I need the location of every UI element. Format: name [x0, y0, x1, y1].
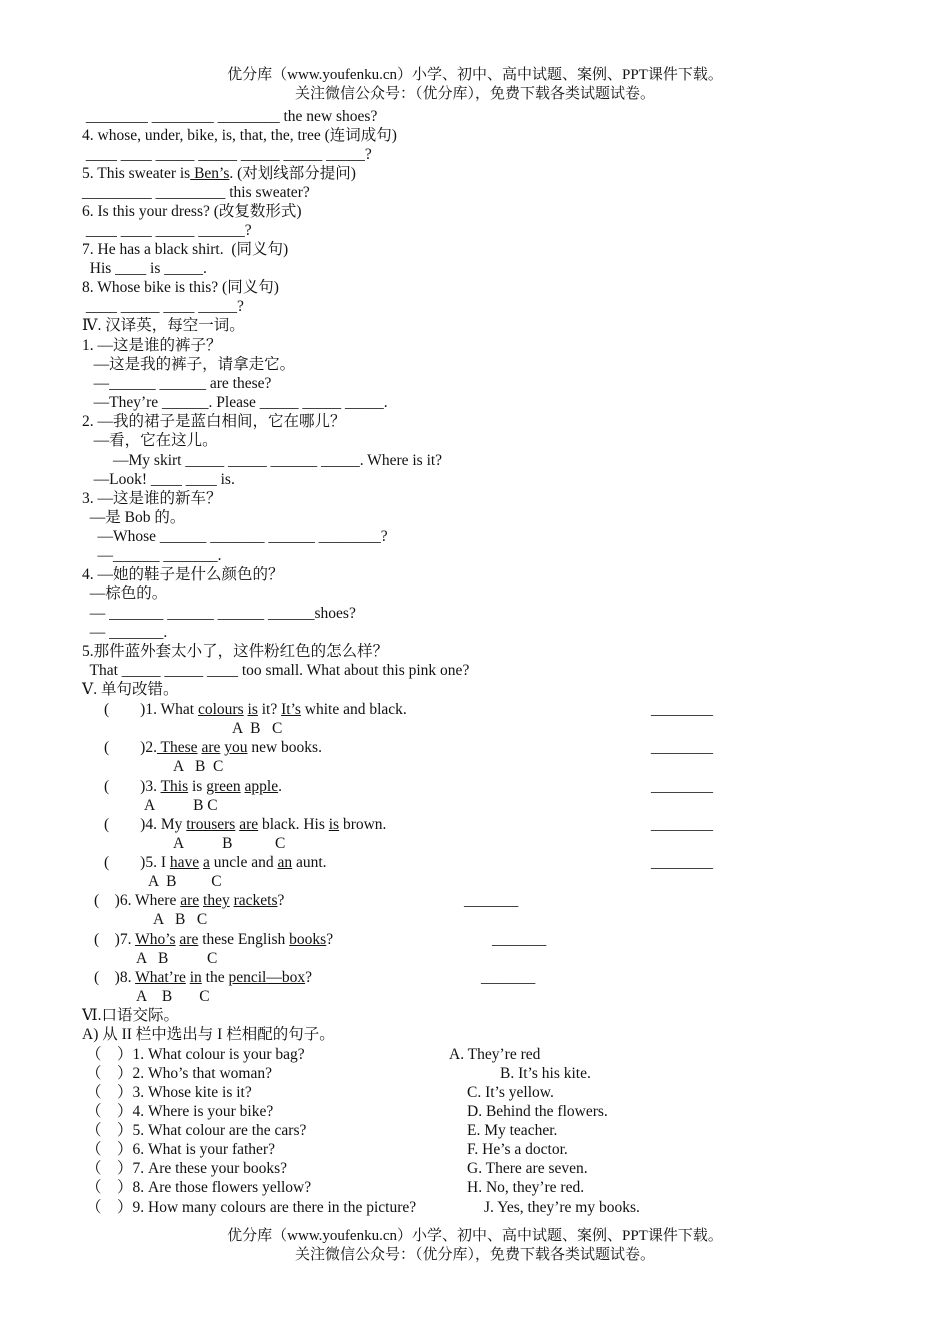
s6-title: Ⅵ.口语交际。 [82, 1007, 179, 1024]
s5-item-text: is [188, 778, 207, 795]
s5-part-a: colours [198, 701, 244, 718]
s5-part-a: trousers [186, 816, 236, 833]
s5-item-7 [94, 930, 333, 949]
s5-item-3 [104, 777, 282, 796]
s5-item-1 [104, 700, 407, 719]
s5-item-paren[interactable]: ( ) [104, 778, 146, 795]
s5-part-a: have [169, 854, 200, 871]
s5-item-letters: A B C [232, 720, 283, 737]
s5-item-text: 1. What [145, 701, 198, 718]
s5-item-2 [104, 738, 322, 757]
s5-item-4 [104, 815, 386, 834]
s5-item-paren[interactable]: ( ) [104, 854, 146, 871]
s5-item-text: the [201, 969, 229, 986]
s5-part-a: These [156, 739, 198, 756]
s4-q3-d: —______ _______. [82, 547, 222, 564]
s6-answer-option: C. It’s yellow. [467, 1084, 554, 1101]
s5-item-6 [94, 891, 284, 910]
s6-answer-option: D. Behind the flowers. [467, 1103, 608, 1120]
s5-item-text: ? [277, 892, 285, 909]
s5-part-b: in [189, 969, 202, 986]
s3-q5-underlined: Ben’s [190, 165, 230, 182]
s5-item-text: 4. My [145, 816, 187, 833]
s6-question: （ ）8. Are those flowers yellow? [86, 1179, 312, 1196]
s5-part-b: a [203, 854, 210, 871]
s6-question: （ ）5. What colour are the cars? [86, 1122, 307, 1139]
s5-item-letters: A B C [148, 873, 222, 890]
s6-question: （ ）1. What colour is your bag? [86, 1046, 305, 1063]
s4-q1-c: —______ ______ are these? [82, 375, 272, 392]
s5-part-c: books [289, 931, 327, 948]
s5-item-paren[interactable]: ( ) [94, 892, 120, 909]
header-line-2: 关注微信公众号：（优分库），免费下载各类试题试卷。 [294, 86, 655, 102]
header-line-1: 优分库（www.youfenku.cn）小学、初中、高中试题、案例、PPT课件下载。 [227, 67, 723, 83]
s5-part-b: are [179, 931, 199, 948]
s6-question: （ ）3. Whose kite is it? [86, 1084, 252, 1101]
s3-q6: 6. Is this your dress? (改复数形式) [82, 203, 302, 220]
s5-item-text: 3. [145, 778, 161, 795]
footer-line-1: 优分库（www.youfenku.cn）小学、初中、高中试题、案例、PPT课件下载。 [227, 1228, 723, 1244]
s5-item-text: black. His [258, 816, 329, 833]
s5-item-letters: A B C [173, 758, 224, 775]
s6-answer-option: B. It’s his kite. [500, 1065, 591, 1082]
s5-part-a: This [160, 778, 189, 795]
s5-item-text: 7. [119, 931, 136, 948]
s4-q5-a: 5.那件蓝外套太小了，这件粉红色的怎么样？ [82, 643, 389, 660]
s5-part-b: green [206, 778, 241, 795]
s4-q2-b: —看，它在这儿。 [82, 432, 218, 449]
s5-answer-blank[interactable]: _______ [492, 931, 547, 948]
s5-part-b: are [239, 816, 259, 833]
s6-question: （ ）4. Where is your bike? [86, 1103, 274, 1120]
s3-q8: 8. Whose bike is this? (同义句) [82, 279, 279, 296]
s5-part-c: an [277, 854, 293, 871]
s3-q6-answer: ____ ____ _____ ______? [82, 222, 252, 239]
s5-answer-blank[interactable]: _______ [481, 969, 536, 986]
s4-title: Ⅳ. 汉译英，每空一词。 [82, 317, 245, 334]
s5-item-text: these English [198, 931, 290, 948]
s5-answer-blank[interactable]: ________ [651, 816, 713, 833]
s6-question: （ ）6. What is your father? [86, 1141, 275, 1158]
s5-item-paren[interactable]: ( ) [94, 969, 120, 986]
s5-part-b: are [201, 739, 221, 756]
s5-item-text: it? [257, 701, 282, 718]
s5-item-text: uncle and [209, 854, 278, 871]
s5-title: Ⅴ. 单句改错。 [82, 681, 179, 698]
s5-item-text: ? [326, 931, 334, 948]
s4-q5-b: That _____ _____ ____ too small. What about this pink one? [82, 662, 470, 679]
s5-item-paren[interactable]: ( ) [104, 701, 146, 718]
s4-q4-a: 4. —她的鞋子是什么颜色的？ [82, 566, 284, 583]
s4-q1-b: —这是我的裤子，请拿走它。 [82, 356, 296, 373]
s3-q8-answer: ____ _____ ____ _____? [82, 298, 244, 315]
s5-item-letters: A B C [153, 911, 208, 928]
s6-question: （ ）7. Are these your books? [86, 1160, 288, 1177]
s6-answer-option: E. My teacher. [467, 1122, 558, 1139]
s5-item-text: brown. [339, 816, 387, 833]
s4-q4-d: — _______. [82, 624, 168, 641]
s4-q2-a: 2. —我的裙子是蓝白相间，它在哪儿？ [82, 413, 346, 430]
s6-answer-option: J. Yes, they’re my books. [484, 1199, 640, 1216]
s5-item-5 [104, 853, 327, 872]
s3-q5-post: . (对划线部分提问) [229, 165, 356, 182]
s5-part-a: What’re [135, 969, 186, 986]
s6-answer-option: G. There are seven. [467, 1160, 588, 1177]
s5-item-text: 6. Where [119, 892, 181, 909]
s5-answer-blank[interactable]: ________ [651, 739, 713, 756]
s5-part-a: Who’s [135, 931, 176, 948]
footer-line-2: 关注微信公众号：（优分库），免费下载各类试题试卷。 [294, 1247, 655, 1263]
s5-item-text: new books. [247, 739, 322, 756]
s5-item-text: 8. [119, 969, 136, 986]
s3-q5 [82, 164, 356, 183]
s3-q4-answer: ____ ____ _____ _____ _____ _____ _____? [82, 146, 372, 163]
s3-q5-answer: _________ _________ this sweater? [82, 184, 310, 201]
s5-answer-blank[interactable]: ________ [651, 701, 713, 718]
s4-q1-a: 1. —这是谁的裤子？ [82, 337, 222, 354]
s6-answer-option: F. He’s a doctor. [467, 1141, 568, 1158]
s5-item-letters: A B C [173, 835, 286, 852]
s5-part-c: is [328, 816, 340, 833]
s5-part-c: pencil—box [228, 969, 306, 986]
s5-item-paren[interactable]: ( ) [104, 739, 146, 756]
s5-item-text: ? [305, 969, 312, 986]
s6-subtitle: A) 从 II 栏中选出与 I 栏相配的句子。 [82, 1026, 335, 1043]
s6-answer-option: A. They’re red [449, 1046, 541, 1063]
s5-part-c: apple [244, 778, 279, 795]
s3-q7: 7. He has a black shirt. (同义句) [82, 241, 289, 258]
s5-part-c: rackets [233, 892, 278, 909]
s5-answer-blank[interactable]: _______ [464, 892, 519, 909]
s6-answer-option: H. No, they’re red. [467, 1179, 585, 1196]
s5-item-text: white and black. [300, 701, 407, 718]
s5-answer-blank[interactable]: ________ [651, 854, 713, 871]
s5-part-b: they [203, 892, 230, 909]
s5-item-paren[interactable]: ( ) [104, 816, 146, 833]
s5-part-c: you [224, 739, 248, 756]
s4-q2-d: —Look! ____ ____ is. [82, 471, 235, 488]
s3-q5-pre: 5. This sweater is [82, 165, 191, 182]
s5-item-letters: A B C [136, 988, 210, 1005]
s5-part-b: is [247, 701, 258, 718]
s4-q4-b: —棕色的。 [82, 585, 168, 602]
s3-top-line: ________ ________ ________ the new shoes? [82, 108, 378, 125]
s6-question: （ ）2. Who’s that woman? [86, 1065, 272, 1082]
s5-item-letters: A B C [144, 797, 218, 814]
s5-item-text: 2. [145, 739, 157, 756]
s5-item-text: aunt. [292, 854, 327, 871]
s4-q1-d: —They’re ______. Please _____ _____ _____. [82, 394, 388, 411]
s4-q4-c: — _______ ______ ______ ______shoes? [82, 605, 356, 622]
s5-item-text: 5. I [145, 854, 170, 871]
s5-part-a: are [180, 892, 200, 909]
s3-q4: 4. whose, under, bike, is, that, the, tree (连词成句) [82, 127, 397, 144]
s5-item-letters: A B C [136, 950, 218, 967]
s5-item-paren[interactable]: ( ) [94, 931, 120, 948]
s4-q3-c: —Whose ______ _______ ______ ________? [82, 528, 388, 545]
s4-q3-b: —是 Bob 的。 [82, 509, 186, 526]
s5-item-text: . [278, 778, 282, 795]
s5-part-c: It’s [281, 701, 301, 718]
s4-q3-a: 3. —这是谁的新车？ [82, 490, 222, 507]
s3-q7-answer: His ____ is _____. [82, 260, 207, 277]
s5-answer-blank[interactable]: ________ [651, 778, 713, 795]
s5-item-8 [94, 968, 312, 987]
s4-q2-c: —My skirt _____ _____ ______ _____. Where is it? [82, 452, 443, 469]
s6-question: （ ）9. How many colours are there in the picture? [86, 1199, 417, 1216]
